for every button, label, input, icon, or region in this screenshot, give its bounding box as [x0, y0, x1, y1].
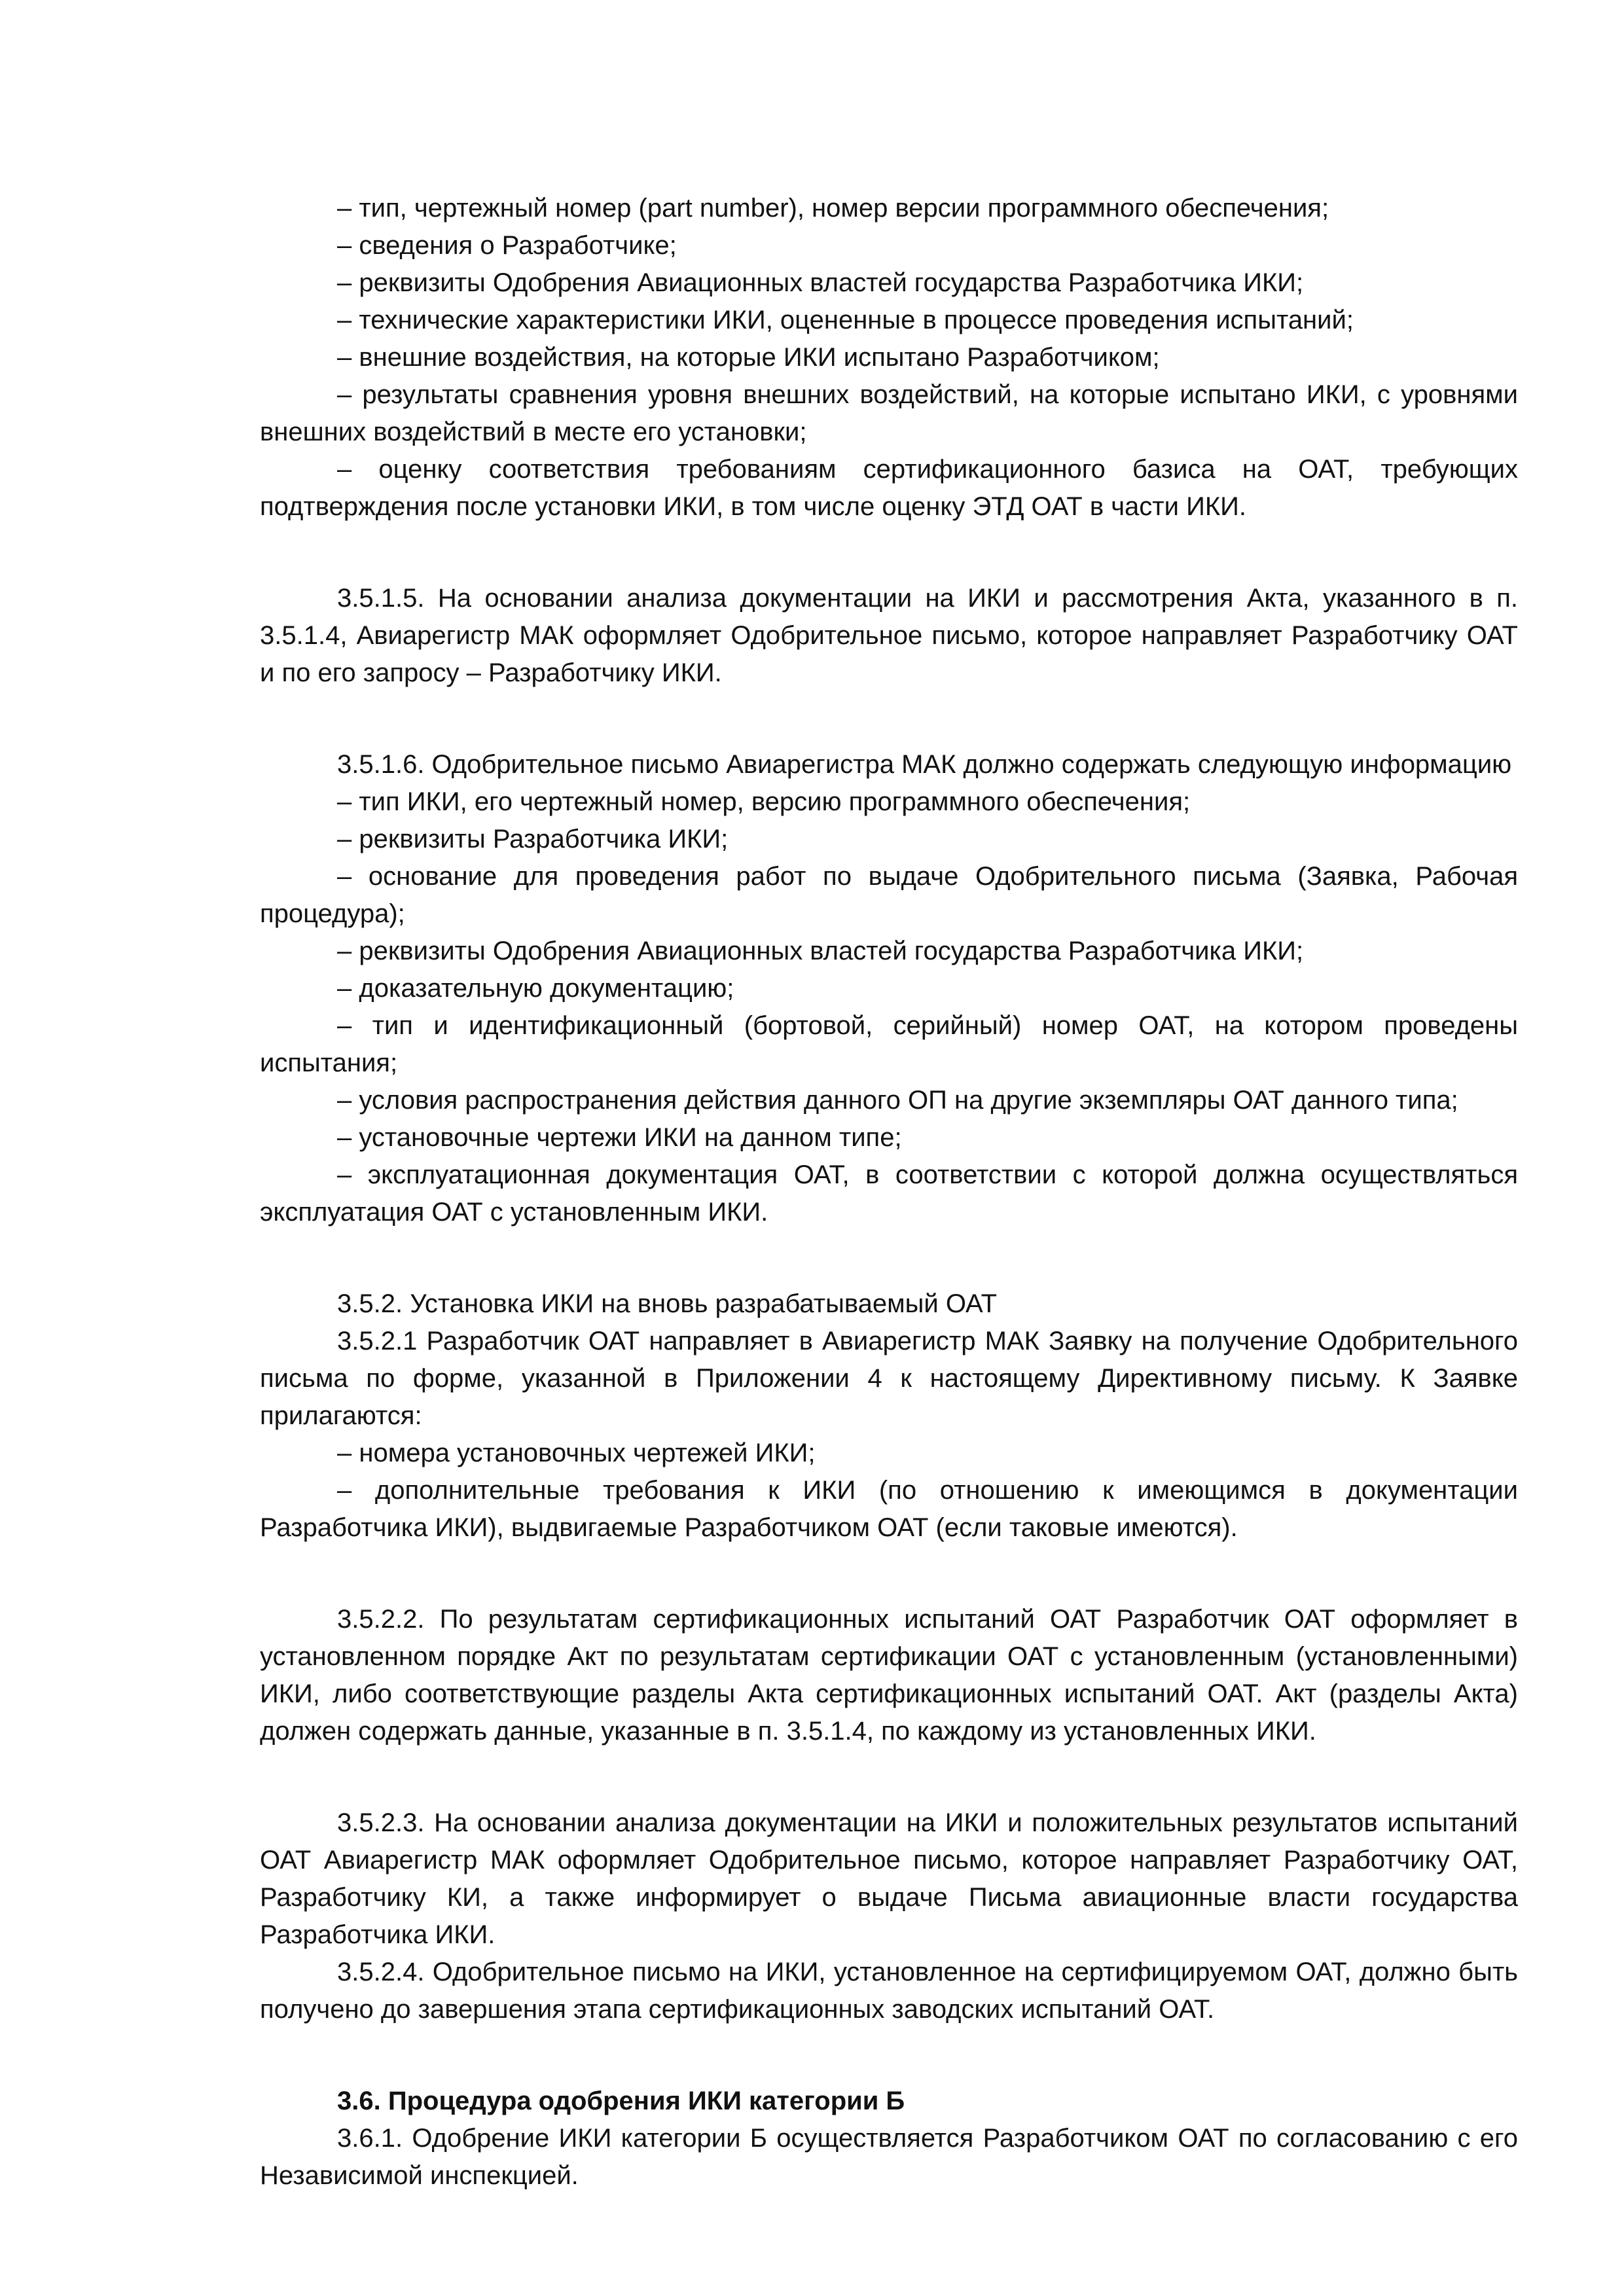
- list-item: – тип, чертежный номер (part number), номер версии программного обеспечения;: [337, 194, 1329, 223]
- list-item: – тип ИКИ, его чертежный номер, версию программного обеспечения;: [337, 787, 1191, 816]
- list-item: – внешние воздействия, на которые ИКИ испытано Разработчиком;: [337, 343, 1160, 372]
- list-item: – тип и идентификационный (бортовой, серийный) номер ОАТ, на котором проведены испытания;: [260, 1011, 1518, 1077]
- spacer: [260, 1231, 1518, 1285]
- paragraph-3-5-2-3: 3.5.2.3. На основании анализа документации на ИКИ и положительных результатов испытаний ОАТ Авиарегистр МАК оформляет Одобрительное письмо, которое направляет Разработчику ОАТ, Разработчику КИ, а также информирует о выдаче Письма авиационные власти государства Разработчика ИКИ.: [260, 1808, 1518, 1949]
- list-attachments: [260, 1435, 1518, 1547]
- spacer: [260, 1750, 1518, 1804]
- list-item: – реквизиты Разработчика ИКИ;: [337, 825, 729, 853]
- paragraph-3-5-1-5: 3.5.1.5. На основании анализа документации на ИКИ и рассмотрения Акта, указанного в п. 3.5.1.4, Авиарегистр МАК оформляет Одобрительное письмо, которое направляет Разработчику ОАТ и по его запросу – Разработчику ИКИ.: [260, 584, 1518, 687]
- paragraph-3-5-1-6: 3.5.1.6. Одобрительное письмо Авиарегистра МАК должно содержать следующую информацию: [337, 750, 1512, 779]
- paragraph-3-5-2-1: 3.5.2.1 Разработчик ОАТ направляет в Авиарегистр МАК Заявку на получение Одобрительного письма по форме, указанной в Приложении 4 к настоящему Директивному письму. К Заявке прилагаются:: [260, 1327, 1518, 1430]
- list-item: – условия распространения действия данного ОП на другие экземпляры ОАТ данного типа;: [337, 1086, 1458, 1115]
- spacer: [260, 2028, 1518, 2083]
- spacer: [260, 692, 1518, 746]
- paragraph-3-6-1: 3.6.1. Одобрение ИКИ категории Б осуществляется Разработчиком ОАТ по согласованию с его Независимой инспекцией.: [260, 2124, 1518, 2190]
- list-item: – технические характеристики ИКИ, оцененные в процессе проведения испытаний;: [337, 306, 1354, 334]
- list-item: – дополнительные требования к ИКИ (по отношению к имеющимся в документации Разработчика ИКИ), выдвигаемые Разработчиком ОАТ (если таковые имеются).: [260, 1476, 1518, 1542]
- list-item: – реквизиты Одобрения Авиационных властей государства Разработчика ИКИ;: [337, 268, 1304, 297]
- list-item: – установочные чертежи ИКИ на данном типе;: [337, 1123, 902, 1152]
- paragraph-3-5-2-4: 3.5.2.4. Одобрительное письмо на ИКИ, установленное на сертифицируемом ОАТ, должно быть получено до завершения этапа сертификационных заводских испытаний ОАТ.: [260, 1958, 1518, 2024]
- list-item: – результаты сравнения уровня внешних воздействий, на которые испытано ИКИ, с уровнями внешних воздействий в месте его установки;: [260, 380, 1518, 446]
- paragraph-3-5-2-2: 3.5.2.2. По результатам сертификационных испытаний ОАТ Разработчик ОАТ оформляет в установленном порядке Акт по результатам сертификации ОАТ с установленным (установленными) ИКИ, либо соответствующие разделы Акта сертификационных испытаний ОАТ. Акт (разделы Акта) должен содержать данные, указанные в п. 3.5.1.4, по каждому из установленных ИКИ.: [260, 1605, 1518, 1746]
- list-item: – оценку соответствия требованиям сертификационного базиса на ОАТ, требующих подтверждения после установки ИКИ, в том числе оценку ЭТД ОАТ в части ИКИ.: [260, 455, 1518, 521]
- spacer: [260, 1547, 1518, 1601]
- section-heading-3-6: 3.6. Процедура одобрения ИКИ категории Б: [337, 2087, 905, 2115]
- list-item: – доказательную документацию;: [337, 974, 734, 1003]
- list-item: – реквизиты Одобрения Авиационных властей государства Разработчика ИКИ;: [337, 937, 1304, 965]
- list-item: – эксплуатационная документация ОАТ, в соответствии с которой должна осуществляться эксплуатация ОАТ с установленным ИКИ.: [260, 1160, 1518, 1227]
- spacer: [260, 526, 1518, 580]
- list-item: – сведения о Разработчике;: [337, 231, 677, 260]
- list-requirements: [260, 190, 1518, 526]
- paragraph-3-5-2-title: 3.5.2. Установка ИКИ на вновь разрабатываемый ОАТ: [337, 1289, 998, 1318]
- list-item: – номера установочных чертежей ИКИ;: [337, 1439, 816, 1467]
- list-approval-letter-contents: [260, 783, 1518, 1231]
- page-content: [260, 190, 1518, 2195]
- list-item: – основание для проведения работ по выдаче Одобрительного письма (Заявка, Рабочая процедура);: [260, 862, 1518, 928]
